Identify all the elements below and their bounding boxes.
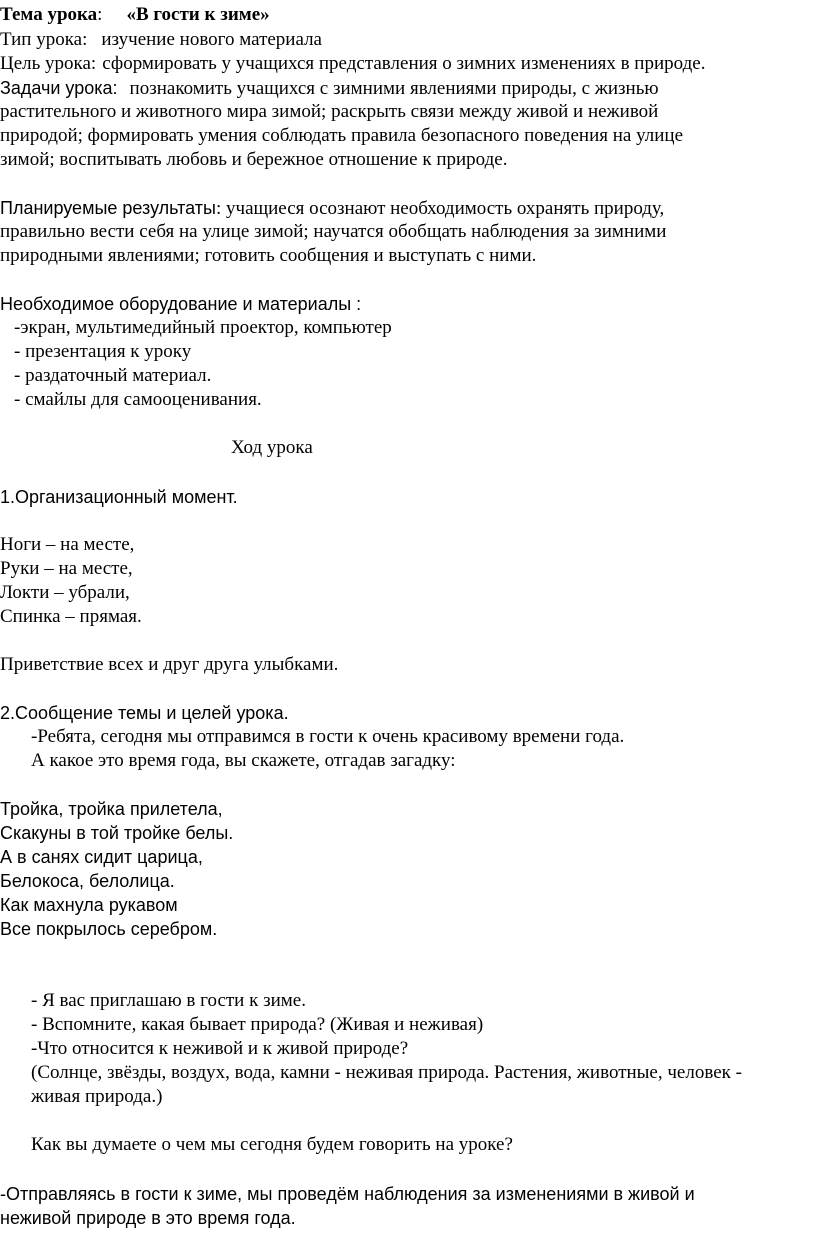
tasks-line-2: растительного и животного мира зимой; раскрыть связи между живой и неживой	[0, 101, 659, 122]
results-label: Планируемые результаты	[0, 198, 216, 218]
dialog-line: живая природа.)	[31, 1086, 163, 1107]
tasks-label: Задачи урока:	[0, 78, 118, 98]
conclusion-line: неживой природе в это время года.	[0, 1208, 296, 1228]
section1-title: 1.Организационный момент.	[0, 487, 238, 507]
results-line-2: правильно вести себя на улице зимой; научатся обобщать наблюдения за зимними	[0, 221, 667, 242]
results-line-1: Планируемые результаты: учащиеся осознают необходимость охранять природу,	[0, 198, 665, 219]
results-line-3: природными явлениями; готовить сообщения и выступать с ними.	[0, 245, 537, 266]
question-text: Как вы думаете о чем мы сегодня будем говорить на уроке?	[31, 1134, 513, 1155]
intro-line: -Ребята, сегодня мы отправимся в гости к очень красивому времени года.	[31, 726, 625, 747]
lesson-heading: Ход урока	[231, 437, 313, 458]
section2-title: 2.Сообщение темы и целей урока.	[0, 703, 289, 723]
conclusion-line: -Отправляясь в гости к зиме, мы проведём наблюдения за изменениями в живой и	[0, 1184, 695, 1204]
equipment-item: -экран, мультимедийный проектор, компьютер	[14, 317, 392, 338]
tasks-line-4: зимой; воспитывать любовь и бережное отношение к природе.	[0, 149, 508, 170]
riddle-line: Все покрылось серебром.	[0, 919, 218, 939]
rhyme-line: Спинка – прямая.	[0, 606, 142, 627]
greeting-text: Приветствие всех и друг друга улыбками.	[0, 654, 339, 675]
dialog-line: -Что относится к неживой и к живой природе?	[31, 1038, 409, 1059]
rhyme-line: Ноги – на месте,	[0, 534, 135, 555]
riddle-line: Как махнула рукавом	[0, 895, 178, 915]
intro-line: А какое это время года, вы скажете, отгадав загадку:	[31, 750, 456, 771]
topic-value: «В гости к зиме»	[126, 4, 270, 25]
topic-colon: :	[97, 4, 103, 25]
goal-value: сформировать у учащихся представления о зимних изменениях в природе.	[102, 53, 706, 74]
equipment-item: - раздаточный материал.	[14, 365, 212, 386]
tasks-line-3: природой; формировать умения соблюдать правила безопасного поведения на улице	[0, 125, 683, 146]
dialog-line: - Я вас приглашаю в гости к зиме.	[31, 990, 306, 1011]
rhyme-line: Локти – убрали,	[0, 582, 130, 603]
equipment-title: Необходимое оборудование и материалы :	[0, 294, 362, 314]
riddle-line: Скакуны в той тройке белы.	[0, 823, 234, 843]
tasks-line-1: Задачи урока: познакомить учащихся с зимними явлениями природы, с жизнью	[0, 78, 659, 99]
riddle-line: Белокоса, белолица.	[0, 871, 175, 891]
goal-line	[0, 52, 705, 76]
type-value: изучение нового материала	[101, 29, 322, 50]
goal-label: Цель урока:	[0, 53, 97, 74]
riddle-line: Тройка, тройка прилетела,	[0, 799, 223, 819]
topic-line	[0, 3, 270, 27]
type-line	[0, 28, 322, 52]
dialog-line: (Солнце, звёзды, воздух, вода, камни - неживая природа. Растения, животные, человек -	[31, 1062, 742, 1083]
rhyme-line: Руки – на месте,	[0, 558, 133, 579]
equipment-item: - смайлы для самооценивания.	[14, 389, 262, 410]
equipment-item: - презентация к уроку	[14, 341, 192, 362]
riddle-line: А в санях сидит царица,	[0, 847, 203, 867]
type-label: Тип урока:	[0, 29, 88, 50]
dialog-line: - Вспомните, какая бывает природа? (Живая и неживая)	[31, 1014, 484, 1035]
topic-label: Тема урока	[0, 4, 98, 25]
